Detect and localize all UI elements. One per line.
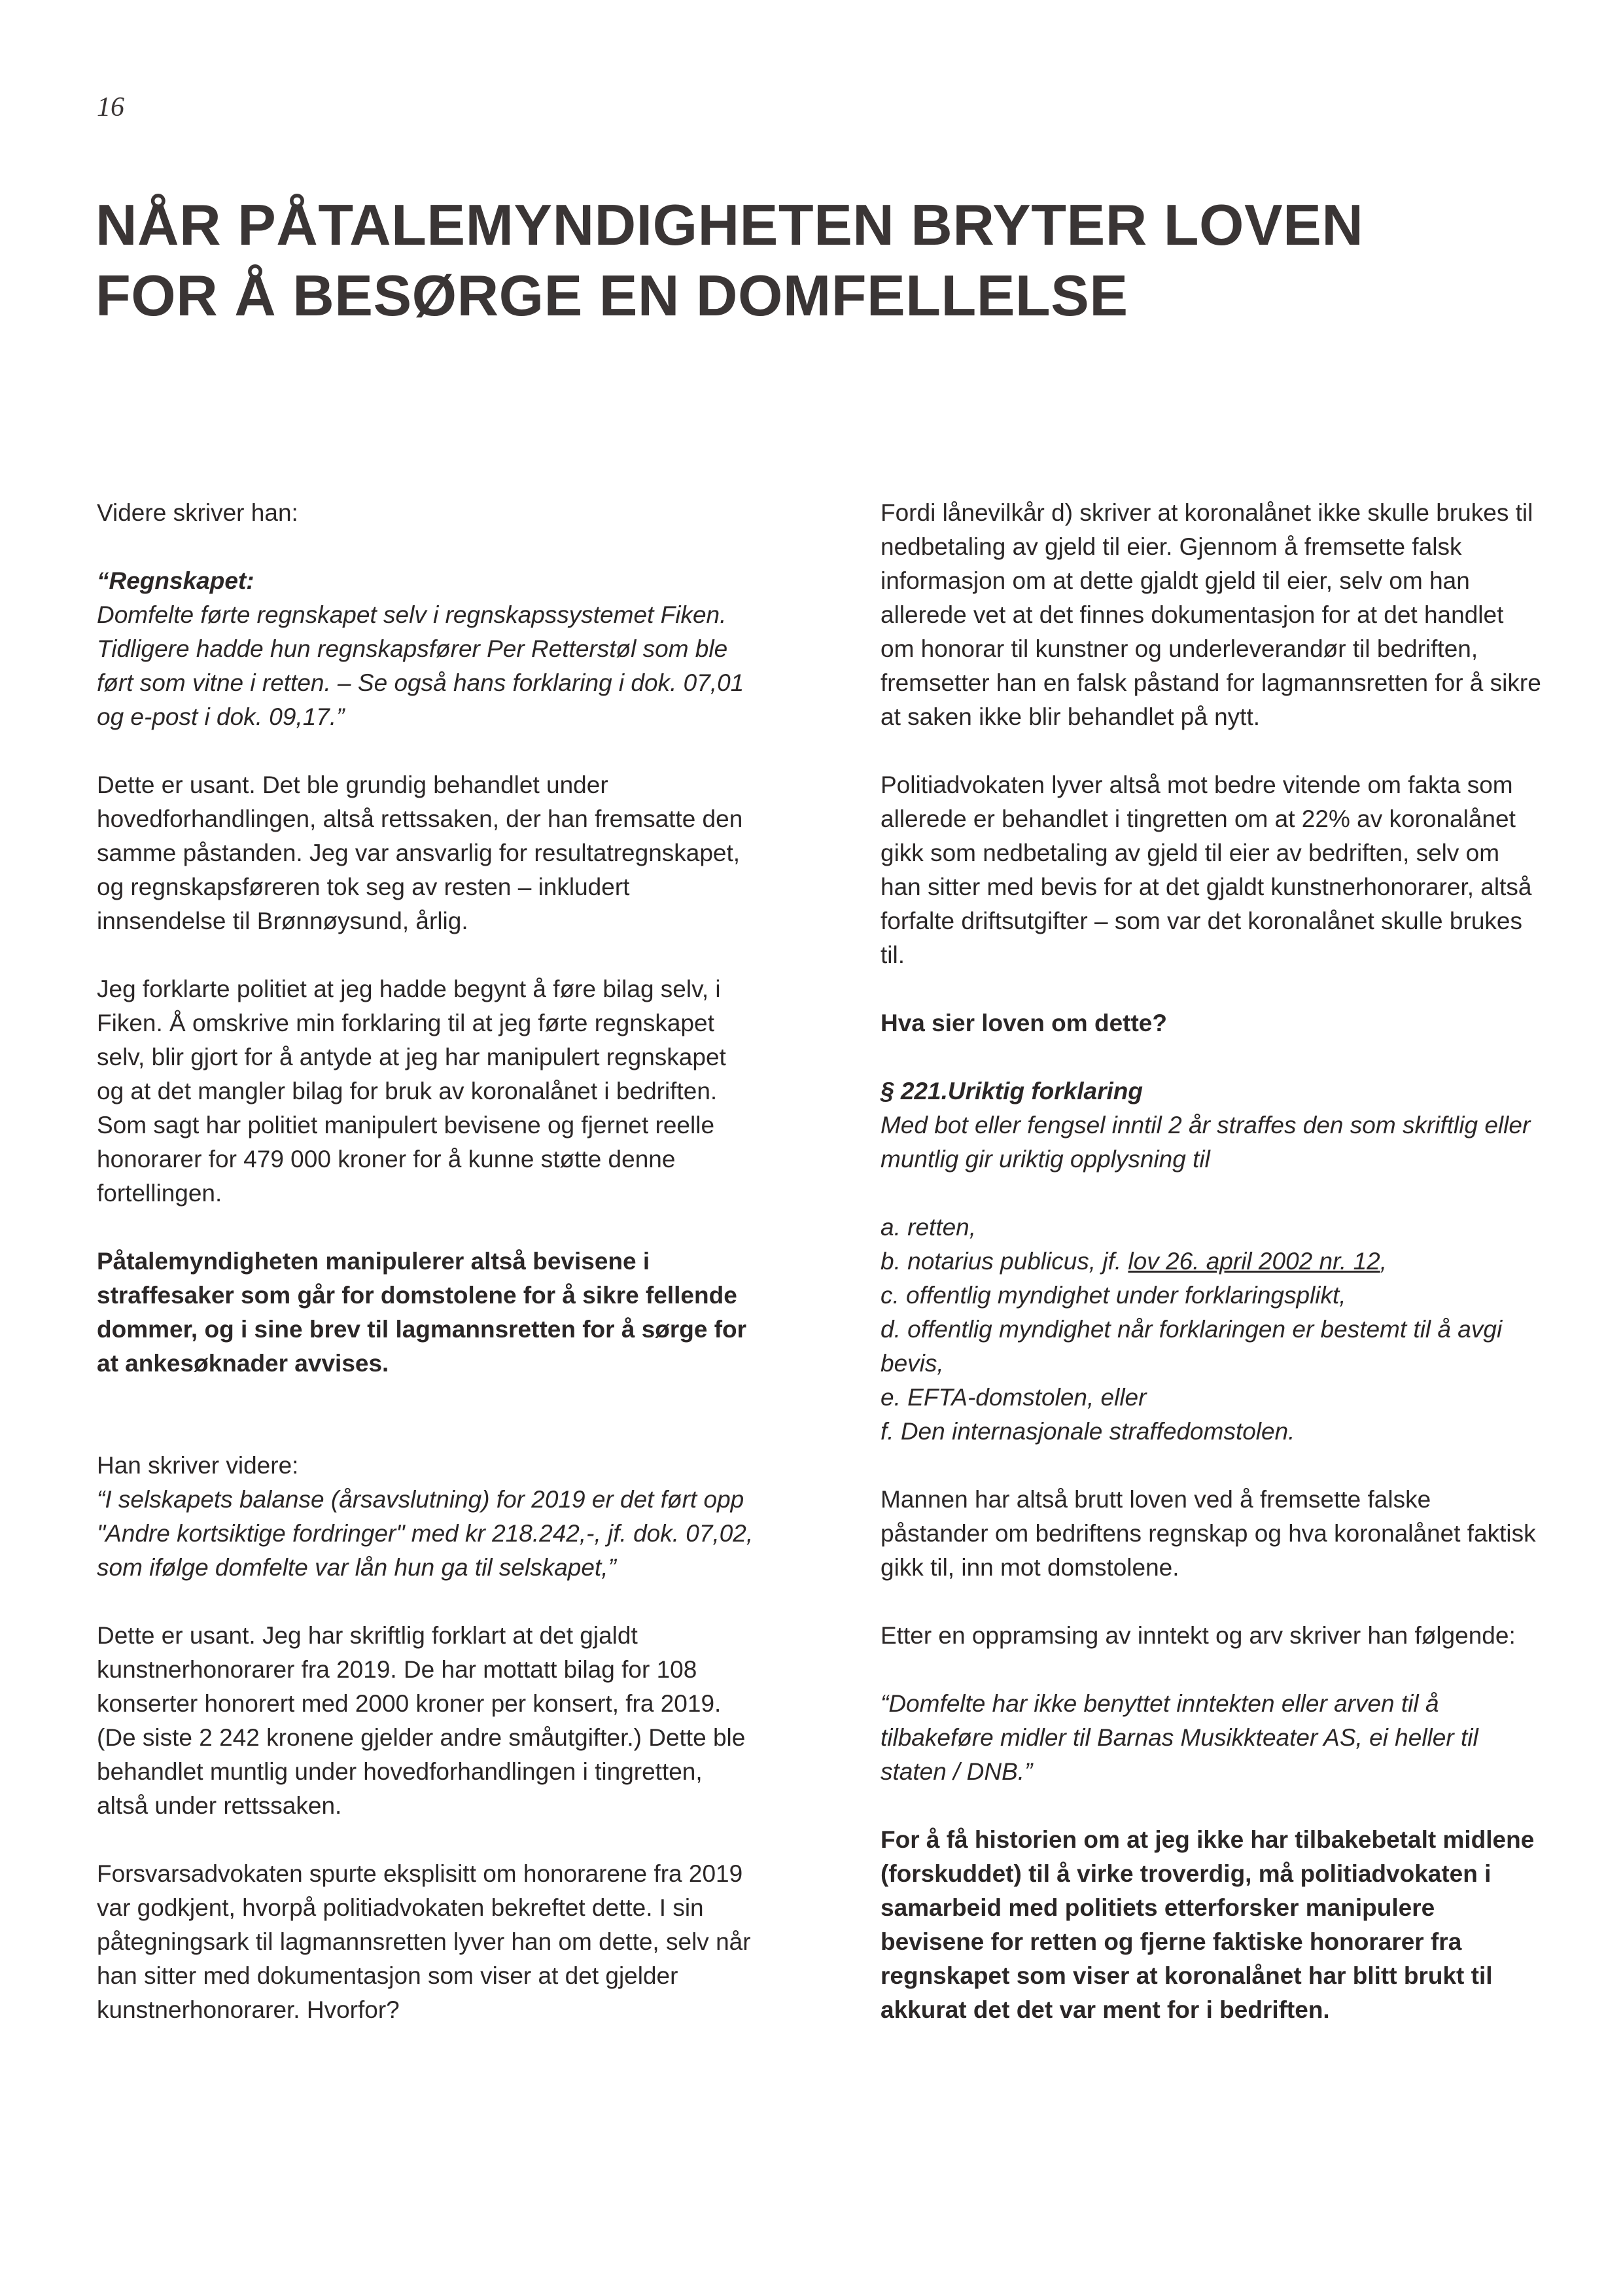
bold-statement-1: Påtalemyndigheten manipulerer altså bevisene i straffesaker som går for domstolene for å sikre fellende dommer, og i sine brev til lagmannsretten for å sørge for at ankesøknader avvises. [97,1248,747,1377]
law-item-b [881,1245,1541,1279]
paragraph-usant-1: Dette er usant. Det ble grundig behandlet under hovedforhandlingen, altså rettssaken, der han fremsatte den samme påstanden. Jeg var ansvarlig for resultatregnskapet, og regnskapsføreren tok seg av resten – inkludert innsendelse til Brønnøysund, årlig. [97,771,743,934]
law-question: Hva sier loven om dette? [881,1010,1167,1036]
law-item-b-text: b. notarius publicus, jf. [881,1248,1128,1275]
right-column [881,496,1541,2027]
paragraph-politiadvokaten: Politiadvokaten lyver altså mot bedre vitende om fakta som allerede er behandlet i tingretten om at 22% av koronalånet gikk som nedbetaling av gjeld til eier av bedriften, selv om han sitter med bevis for at det gjaldt kunstnerhonorarer, altså forfalte driftsutgifter – som var det koronalånet skulle brukes til. [881,771,1532,968]
intro-text: Videre skriver han: [97,499,298,526]
quote-balanse: “I selskapets balanse (årsavslutning) for 2019 er det ført opp "Andre kortsiktige fordringer" med kr 218.242,-, jf. dok. 07,02, som ifølge domfelte var lån hun ga til selskapet,” [97,1486,754,1581]
law-list [881,1210,1541,1449]
quote-domfelte: “Domfelte har ikke benyttet inntekten eller arven til å tilbakeføre midler til Barnas Musikkteater AS, ei heller til staten / DNB.” [881,1690,1478,1785]
title-line-1: NÅR PÅTALEMYNDIGHETEN BRYTER LOVEN [96,192,1364,257]
law-item-f: f. Den internasjonale straffedomstolen. [881,1418,1295,1445]
paragraph-han-skriver: Han skriver videre: [97,1452,299,1479]
law-item-b-suffix: , [1380,1248,1387,1275]
law-reference-link[interactable]: lov 26. april 2002 nr. 12 [1128,1248,1380,1275]
law-item-e: e. EFTA-domstolen, eller [881,1384,1147,1411]
paragraph-brutt-loven: Mannen har altså brutt loven ved å fremsette falske påstander om bedriftens regnskap og hva koronalånet faktisk gikk til, inn mot domstolene. [881,1486,1536,1581]
quote-heading: “Regnskapet: [97,567,254,594]
paragraph-oppramsing: Etter en oppramsing av inntekt og arv skriver han følgende: [881,1622,1516,1649]
left-column [97,496,758,2027]
page-number: 16 [97,92,124,122]
title-line-2: FOR Å BESØRGE EN DOMFELLELSE [96,263,1128,328]
paragraph-lanevilkar: Fordi lånevilkår d) skriver at koronalånet ikke skulle brukes til nedbetaling av gjeld til eier. Gjennom å fremsette falsk informasjon om at dette gjaldt gjeld til eier, selv om han allerede vet at det finnes dokumentasjon for at det handlet om honorar til kunstner og underleverandør til bedriften, fremsetter han en falsk påstand for lagmannsretten for å sikre at saken ikke blir behandlet på nytt. [881,499,1541,730]
law-item-a: a. retten, [881,1214,977,1241]
law-item-c: c. offentlig myndighet under forklaringsplikt, [881,1282,1346,1309]
paragraph-forsvarsadvokaten: Forsvarsadvokaten spurte eksplisitt om honorarene fra 2019 var godkjent, hvorpå politiadvokaten bekreftet dette. I sin påtegningsark til lagmannsretten lyver han om dette, selv når han sitter med dokumentasjon som viser at det gjelder kunstnerhonorarer. Hvorfor? [97,1860,751,2023]
bold-statement-2: For å få historien om at jeg ikke har tilbakebetalt midlene (forskuddet) til å virke troverdig, må politiadvokaten i samarbeid med politiets etterforsker manipulere bevisene for retten og fjerne faktiske honorarer fra regnskapet som viser at koronalånet har blitt brukt til akkurat det det var ment for i bedriften. [881,1826,1535,2023]
paragraph-bilag: Jeg forklarte politiet at jeg hadde begynt å føre bilag selv, i Fiken. Å omskrive min forklaring til at jeg førte regnskapet selv, blir gjort for å antyde at jeg har manipulert regnskapet og at det mangler bilag for bruk av koronalånet i bedriften. Som sagt har politiet manipulert bevisene og fjernet reelle honorarer for 479 000 kroner for å kunne støtte denne fortellingen. [97,976,726,1207]
law-item-d: d. offentlig myndighet når forklaringen er bestemt til å avgi bevis, [881,1316,1503,1377]
law-heading: § 221.Uriktig forklaring [881,1078,1143,1104]
law-body: Med bot eller fengsel inntil 2 år straffes den som skriftlig eller muntlig gir uriktig opplysning til [881,1112,1531,1173]
paragraph-usant-2: Dette er usant. Jeg har skriftlig forklart at det gjaldt kunstnerhonorarer fra 2019. De har mottatt bilag for 108 konserter honorert med 2000 kroner per konsert, fra 2019. (De siste 2 242 kronene gjelder andre småutgifter.) Dette ble behandlet muntlig under hovedforhandlingen i tingretten, altså under rettssaken. [97,1622,746,1819]
page-title [96,190,1535,331]
quote-regnskapet: Domfelte førte regnskapet selv i regnskapssystemet Fiken. Tidligere hadde hun regnskapsfører Per Retterstøl som ble ført som vitne i retten. – Se også hans forklaring i dok. 07,01 og e-post i dok. 09,17.” [97,601,744,730]
